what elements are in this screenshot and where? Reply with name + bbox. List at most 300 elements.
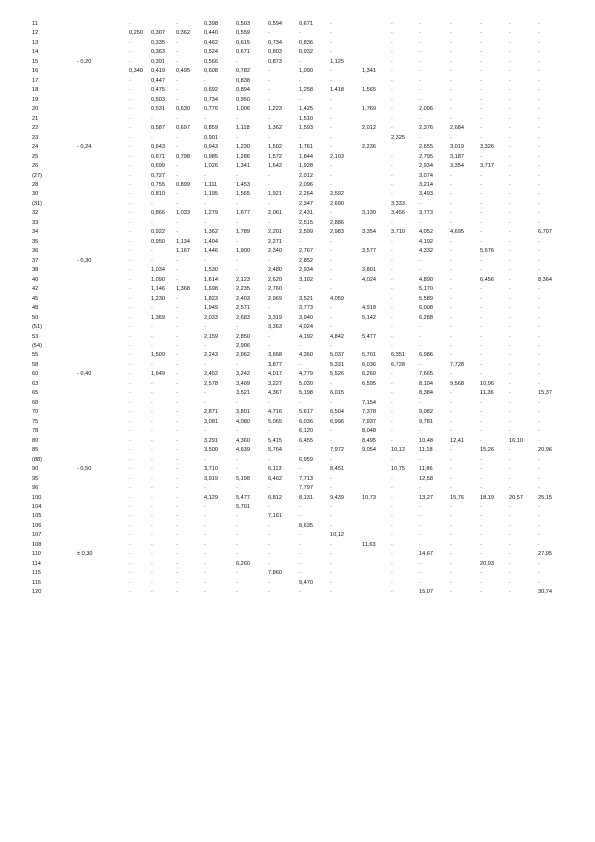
table-cell: · <box>129 324 131 331</box>
table-cell: 4,367 <box>268 390 282 397</box>
table-cell: 6,260 <box>362 371 376 378</box>
table-cell: 0,894 <box>236 87 250 94</box>
table-cell: · <box>330 181 332 188</box>
table-cell: · <box>330 30 332 37</box>
table-cell: · <box>450 418 452 425</box>
table-cell: 2,850 <box>236 333 250 340</box>
table-cell: 0,608 <box>204 68 218 75</box>
table-cell: · <box>391 390 393 397</box>
row-label: 11 <box>32 21 38 27</box>
table-cell: · <box>129 96 131 103</box>
table-cell: · <box>330 257 332 264</box>
table-cell: · <box>450 295 452 302</box>
table-cell: · <box>391 295 393 302</box>
table-cell: · <box>480 485 482 492</box>
table-cell: · <box>129 541 131 548</box>
table-cell: · <box>538 342 540 349</box>
table-cell: · <box>538 96 540 103</box>
table-cell: 2,376 <box>419 125 433 132</box>
table-cell: · <box>299 503 301 510</box>
table-cell: · <box>236 238 238 245</box>
table-cell: · <box>330 134 332 141</box>
table-cell: · <box>480 399 482 406</box>
table-cell: · <box>176 163 178 170</box>
table-cell: 0,531 <box>151 106 165 113</box>
table-cell: 7,972 <box>330 447 344 454</box>
table-cell: 3,102 <box>299 276 313 283</box>
table-cell: 3,081 <box>204 418 218 425</box>
table-cell: 5,589 <box>419 295 433 302</box>
table-cell: 9,470 <box>299 579 313 586</box>
table-cell: · <box>538 305 540 312</box>
table-cell: · <box>391 522 393 529</box>
table-cell: · <box>176 428 178 435</box>
table-cell: · <box>236 172 238 179</box>
row-label: 55 <box>32 352 39 359</box>
table-cell: · <box>509 513 511 520</box>
table-cell: · <box>129 115 131 122</box>
table-cell: 2,760 <box>268 286 282 293</box>
table-cell: · <box>236 513 238 520</box>
table-cell: · <box>480 21 482 27</box>
table-cell: · <box>450 456 452 463</box>
table-cell: · <box>129 257 131 264</box>
table-cell: · <box>268 305 270 312</box>
table-cell: · <box>480 551 482 558</box>
table-cell: · <box>538 466 540 473</box>
table-cell: · <box>450 200 452 207</box>
table-cell: 0,932 <box>299 49 313 56</box>
table-cell: · <box>268 333 270 340</box>
table-cell: · <box>330 324 332 331</box>
table-cell: · <box>330 380 332 387</box>
table-cell: · <box>176 134 178 141</box>
table-cell: · <box>480 125 482 132</box>
table-cell: · <box>268 485 270 492</box>
table-cell: · <box>176 494 178 501</box>
table-cell: · <box>450 541 452 548</box>
row-label: 105 <box>32 513 42 520</box>
table-cell: 6,455 <box>299 437 313 444</box>
table-cell: · <box>509 238 511 245</box>
table-cell: 0,899 <box>176 181 190 188</box>
table-cell: · <box>391 153 393 160</box>
table-cell: · <box>268 172 270 179</box>
table-cell: · <box>391 30 393 37</box>
table-cell: · <box>151 475 153 482</box>
table-cell: · <box>129 428 131 435</box>
table-cell: · <box>419 513 421 520</box>
table-cell: 2,033 <box>204 314 218 321</box>
table-cell: · <box>391 115 393 122</box>
table-cell: 1,823 <box>204 295 218 302</box>
table-cell: · <box>151 418 153 425</box>
table-cell: · <box>176 295 178 302</box>
row-label: 38 <box>32 267 39 274</box>
table-cell: · <box>391 87 393 94</box>
table-cell: · <box>176 447 178 454</box>
table-cell: 3,019 <box>450 144 464 151</box>
table-cell: · <box>450 248 452 255</box>
table-cell: · <box>450 551 452 558</box>
table-cell: · <box>538 503 540 510</box>
table-cell: · <box>236 257 238 264</box>
table-cell: 1,510 <box>299 115 313 122</box>
table-cell: 0,734 <box>268 39 282 46</box>
table-cell: · <box>450 21 452 27</box>
table-cell: · <box>151 219 153 226</box>
table-cell: 14,67 <box>419 551 433 558</box>
table-cell: 0,901 <box>204 134 218 141</box>
table-cell: · <box>538 428 540 435</box>
table-cell: · <box>330 485 332 492</box>
table-cell: 6,113 <box>268 466 282 473</box>
table-cell: · <box>236 579 238 586</box>
table-cell: · <box>538 191 540 198</box>
table-cell: 1,258 <box>299 87 313 94</box>
table-cell: · <box>538 361 540 368</box>
table-cell: · <box>236 570 238 577</box>
table-cell: 3,493 <box>419 191 433 198</box>
table-cell: · <box>538 30 540 37</box>
table-cell: · <box>538 87 540 94</box>
table-cell: · <box>450 134 452 141</box>
table-cell: · <box>450 314 452 321</box>
table-cell: · <box>176 191 178 198</box>
table-cell: · <box>509 532 511 539</box>
row-label: 108 <box>32 541 42 548</box>
table-cell: 4,080 <box>236 418 250 425</box>
table-cell: · <box>299 513 301 520</box>
table-cell: · <box>176 475 178 482</box>
table-cell: · <box>236 219 238 226</box>
table-cell: · <box>480 409 482 416</box>
table-cell: · <box>330 39 332 46</box>
table-cell: 2,767 <box>299 248 313 255</box>
table-cell: · <box>129 418 131 425</box>
table-cell: · <box>176 172 178 179</box>
table-cell: · <box>151 589 153 596</box>
table-cell: 0,440 <box>204 30 218 37</box>
table-cell: 0,697 <box>176 125 190 132</box>
table-cell: · <box>176 456 178 463</box>
table-cell: · <box>129 172 131 179</box>
table-cell: 0,671 <box>299 21 313 27</box>
table-cell: · <box>176 522 178 529</box>
table-cell: · <box>450 589 452 596</box>
table-cell: · <box>450 238 452 245</box>
table-cell: · <box>268 428 270 435</box>
table-cell: 2,096 <box>299 181 313 188</box>
table-cell: 1,565 <box>362 87 376 94</box>
table-cell: · <box>330 475 332 482</box>
table-cell: · <box>299 77 301 84</box>
table-cell: · <box>450 219 452 226</box>
table-cell: 5,170 <box>419 286 433 293</box>
table-cell: · <box>176 276 178 283</box>
table-cell: 15,07 <box>419 589 433 596</box>
row-label: (88) <box>32 456 42 463</box>
table-cell: · <box>176 570 178 577</box>
table-cell: · <box>236 522 238 529</box>
table-cell: · <box>391 77 393 84</box>
table-cell: 2,431 <box>299 210 313 217</box>
table-cell: 6,812 <box>268 494 282 501</box>
table-cell: · <box>509 125 511 132</box>
table-cell: · <box>450 257 452 264</box>
table-cell: · <box>391 456 393 463</box>
table-cell: · <box>419 428 421 435</box>
table-cell: 2,684 <box>450 125 464 132</box>
table-cell: · <box>330 68 332 75</box>
table-cell: · <box>419 39 421 46</box>
table-cell: · <box>480 456 482 463</box>
table-cell: 6,260 <box>236 560 250 567</box>
table-cell: · <box>268 551 270 558</box>
table-cell: · <box>268 77 270 84</box>
table-cell: · <box>391 532 393 539</box>
table-cell: 1,286 <box>236 153 250 160</box>
table-cell: · <box>236 485 238 492</box>
table-cell: · <box>330 314 332 321</box>
row-label: 13 <box>32 39 39 46</box>
table-cell: 8,104 <box>419 380 433 387</box>
table-cell: · <box>151 447 153 454</box>
table-cell: · <box>419 87 421 94</box>
row-label: 50 <box>32 314 39 321</box>
table-cell: · <box>450 30 452 37</box>
table-cell: · <box>419 257 421 264</box>
table-cell: · <box>151 456 153 463</box>
table-cell: · <box>538 380 540 387</box>
table-cell: 0,419 <box>151 68 165 75</box>
table-cell: · <box>538 210 540 217</box>
table-cell: · <box>129 125 131 132</box>
table-cell: 0,803 <box>268 49 282 56</box>
table-cell: 8,364 <box>538 276 552 283</box>
table-cell: · <box>538 522 540 529</box>
table-cell: · <box>299 342 301 349</box>
table-cell: · <box>480 579 482 586</box>
row-label: 42 <box>32 286 39 293</box>
row-label: 100 <box>32 494 42 501</box>
table-cell: · <box>538 106 540 113</box>
table-cell: · <box>204 532 206 539</box>
table-cell: · <box>509 191 511 198</box>
table-cell: · <box>450 324 452 331</box>
table-cell: · <box>538 532 540 539</box>
table-cell: 0,594 <box>268 21 282 27</box>
table-cell: · <box>509 560 511 567</box>
table-cell: · <box>236 361 238 368</box>
table-cell: · <box>391 579 393 586</box>
row-label: 35 <box>32 238 39 245</box>
table-cell: · <box>538 399 540 406</box>
table-cell: · <box>480 267 482 274</box>
table-cell: · <box>299 589 301 596</box>
table-cell: 8,635 <box>299 522 313 529</box>
table-cell: · <box>236 324 238 331</box>
table-cell: 2,264 <box>299 191 313 198</box>
table-cell: · <box>129 371 131 378</box>
table-cell: · <box>204 428 206 435</box>
table-cell: 1,418 <box>330 87 344 94</box>
table-cell: 1,649 <box>151 371 165 378</box>
table-cell: 25,15 <box>538 494 552 501</box>
table-cell: · <box>129 390 131 397</box>
table-cell: · <box>176 532 178 539</box>
table-cell: 1,921 <box>268 191 282 198</box>
table-cell: · <box>129 522 131 529</box>
table-cell: 0,671 <box>236 49 250 56</box>
table-cell: 2,515 <box>299 219 313 226</box>
table-cell: · <box>480 513 482 520</box>
table-cell: · <box>129 333 131 340</box>
table-cell: · <box>509 276 511 283</box>
table-cell: 8,495 <box>362 437 376 444</box>
table-cell: · <box>538 181 540 188</box>
table-cell: · <box>538 579 540 586</box>
table-cell: · <box>419 532 421 539</box>
table-cell: · <box>268 342 270 349</box>
table-cell: 11,63 <box>362 541 376 548</box>
table-cell: · <box>176 579 178 586</box>
table-cell: · <box>391 342 393 349</box>
table-cell: 3,940 <box>299 314 313 321</box>
row-label: 23 <box>32 134 39 141</box>
table-cell: 8,048 <box>362 428 376 435</box>
table-cell: 10,12 <box>330 532 344 539</box>
table-cell: 20,57 <box>509 494 523 501</box>
table-cell: · <box>330 541 332 548</box>
table-cell: 0,462 <box>204 39 218 46</box>
table-cell: · <box>538 485 540 492</box>
table-cell: 2,683 <box>236 314 250 321</box>
row-label: 34 <box>32 229 39 236</box>
table-cell: · <box>176 115 178 122</box>
table-cell: 1,642 <box>268 163 282 170</box>
table-cell: · <box>268 200 270 207</box>
table-cell: 1,425 <box>299 106 313 113</box>
table-cell: · <box>129 295 131 302</box>
table-cell: · <box>176 87 178 94</box>
table-cell: · <box>480 589 482 596</box>
table-cell: · <box>176 560 178 567</box>
table-cell: 4,129 <box>204 494 218 501</box>
table-cell: 1,034 <box>151 267 165 274</box>
table-cell: · <box>330 305 332 312</box>
table-cell: · <box>391 21 393 27</box>
table-cell: · <box>419 134 421 141</box>
table-cell: · <box>330 276 332 283</box>
table-cell: 3,919 <box>204 475 218 482</box>
table-cell: · <box>268 503 270 510</box>
table-cell: 0,727 <box>151 172 165 179</box>
table-cell: · <box>480 77 482 84</box>
table-cell: · <box>236 466 238 473</box>
table-cell: · <box>330 21 332 27</box>
table-cell: · <box>176 314 178 321</box>
table-cell: 0,699 <box>151 163 165 170</box>
table-cell: · <box>450 172 452 179</box>
table-cell: 0,643 <box>151 144 165 151</box>
table-cell: 2,571 <box>236 305 250 312</box>
row-label: 28 <box>32 181 39 188</box>
table-cell: · <box>268 115 270 122</box>
row-label: (31) <box>32 200 42 207</box>
table-cell: 5,198 <box>299 390 313 397</box>
table-cell: 6,707 <box>538 229 552 236</box>
table-cell: 3,074 <box>419 172 433 179</box>
table-cell: · <box>391 409 393 416</box>
table-cell: · <box>391 399 393 406</box>
table-cell: · <box>509 541 511 548</box>
table-cell: · <box>480 106 482 113</box>
table-cell: 3,326 <box>480 144 494 151</box>
table-cell: · <box>450 570 452 577</box>
table-cell: · <box>151 390 153 397</box>
table-cell: · <box>268 532 270 539</box>
table-cell: 2,655 <box>419 144 433 151</box>
table-cell: 6,504 <box>330 409 344 416</box>
table-cell: 0,782 <box>236 68 250 75</box>
table-cell: · <box>480 324 482 331</box>
table-cell: · <box>538 125 540 132</box>
table-cell: 8,131 <box>299 494 313 501</box>
table-cell: · <box>129 229 131 236</box>
table-cell: · <box>509 324 511 331</box>
table-cell: · <box>129 87 131 94</box>
table-cell: · <box>299 570 301 577</box>
table-cell: · <box>450 466 452 473</box>
row-label: (51) <box>32 324 42 331</box>
table-cell: 5,065 <box>268 418 282 425</box>
table-cell: · <box>151 305 153 312</box>
table-cell: · <box>176 257 178 264</box>
table-cell: 1,369 <box>151 314 165 321</box>
table-cell: 10,73 <box>362 494 376 501</box>
table-cell: · <box>509 551 511 558</box>
row-label: 75 <box>32 418 39 425</box>
table-cell: · <box>129 503 131 510</box>
table-cell: · <box>480 305 482 312</box>
table-cell: · <box>236 134 238 141</box>
table-cell: · <box>480 295 482 302</box>
table-cell: · <box>480 342 482 349</box>
table-cell: · <box>450 447 452 454</box>
tolerance-label: - 0,40 <box>77 371 92 378</box>
table-cell: 5,701 <box>236 503 250 510</box>
table-cell: · <box>450 96 452 103</box>
row-label: 14 <box>32 49 39 56</box>
table-cell: 4,918 <box>362 305 376 312</box>
table-cell: · <box>204 200 206 207</box>
table-cell: 2,061 <box>268 210 282 217</box>
table-cell: · <box>236 58 238 65</box>
table-cell: · <box>299 238 301 245</box>
table-cell: 0,692 <box>204 87 218 94</box>
table-cell: 0,398 <box>204 21 218 27</box>
table-cell: 0,587 <box>151 125 165 132</box>
table-cell: 3,500 <box>204 447 218 454</box>
table-cell: · <box>509 342 511 349</box>
table-cell: · <box>391 276 393 283</box>
table-cell: 8,451 <box>330 466 344 473</box>
table-cell: 0,566 <box>204 58 218 65</box>
table-cell: 0,335 <box>151 39 165 46</box>
table-cell: 4,332 <box>419 248 433 255</box>
table-cell: · <box>538 418 540 425</box>
